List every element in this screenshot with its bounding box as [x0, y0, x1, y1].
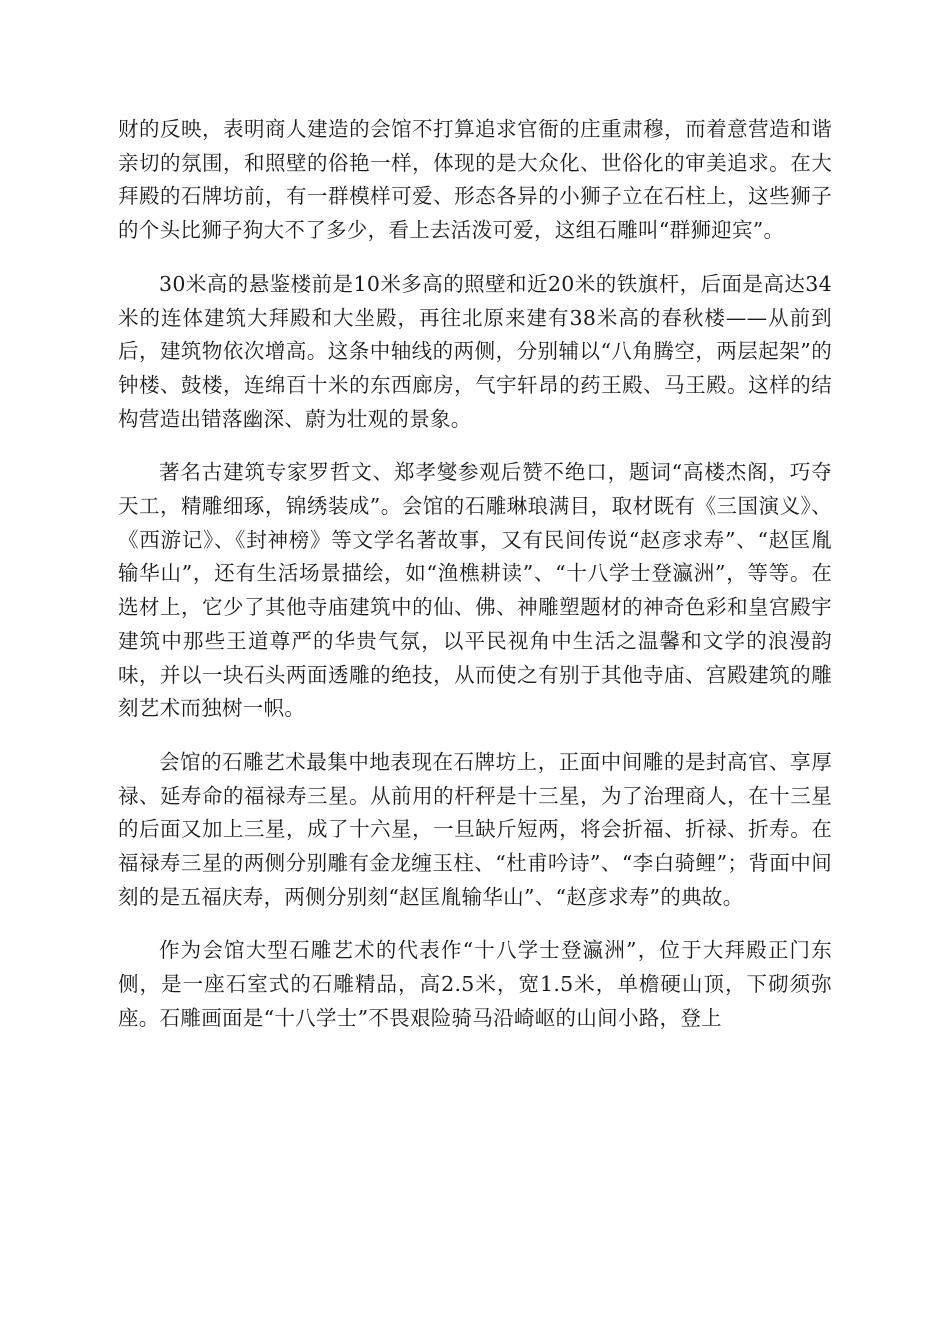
- body-text: [118, 113, 832, 1056]
- paragraph-2: 30米高的悬鉴楼前是10米多高的照壁和近20米的铁旗杆，后面是高达34米的连体建筑大拜殿和大坐殿，再往北原来建有38米高的春秋楼——从前到后，建筑物依次增高。这条中轴线的两侧，分别辅以“八角腾空，两层起架”的钟楼、鼓楼，连绵百十米的东西廊房，气宇轩昂的药王殿、马王殿。这样的结构营造出错落幽深、蔚为壮观的景象。: [118, 271, 832, 431]
- paragraph-5: 作为会馆大型石雕艺术的代表作“十八学士登瀛洲”，位于大拜殿正门东侧，是一座石室式的石雕精品，高2.5米，宽1.5米，单檐硬山顶，下砌须弥座。石雕画面是“十八学士”不畏艰险骑马沿崎岖的山间小路，登上: [118, 938, 832, 1030]
- paragraph-3: 著名古建筑专家罗哲文、郑孝燮参观后赞不绝口，题词“高楼杰阁，巧夺天工，精雕细琢，锦绣装成”。会馆的石雕琳琅满目，取材既有《三国演义》、《西游记》、《封神榜》等文学名著故事，又有民间传说“赵彦求寿”、“赵匡胤输华山”，还有生活场景描绘，如“渔樵耕读”、“十八学士登瀛洲”，等等。在选材上，它少了其他寺庙建筑中的仙、佛、神雕塑题材的神奇色彩和皇宫殿宇建筑中那些王道尊严的华贵气氛，以平民视角中生活之温馨和文学的浪漫韵味，并以一块石头两面透雕的绝技，从而使之有别于其他寺庙、宫殿建筑的雕刻艺术而独树一帜。: [118, 460, 832, 721]
- paragraph-4: 会馆的石雕艺术最集中地表现在石牌坊上，正面中间雕的是封高官、享厚禄、延寿命的福禄寿三星。从前用的杆秤是十三星，为了治理商人，在十三星的后面又加上三星，成了十六星，一旦缺斤短两，将会折福、折禄、折寿。在福禄寿三星的两侧分别雕有金龙缠玉柱、“杜甫吟诗”、“李白骑鲤”；背面中间刻的是五福庆寿，两侧分别刻“赵匡胤输华山”、“赵彦求寿”的典故。: [118, 749, 832, 909]
- paragraph-1: 财的反映，表明商人建造的会馆不打算追求官衙的庄重肃穆，而着意营造和谐亲切的氛围，和照壁的俗艳一样，体现的是大众化、世俗化的审美追求。在大拜殿的石牌坊前，有一群模样可爱、形态各异的小狮子立在石柱上，这些狮子的个头比狮子狗大不了多少，看上去活泼可爱，这组石雕叫“群狮迎宾”。: [118, 117, 832, 243]
